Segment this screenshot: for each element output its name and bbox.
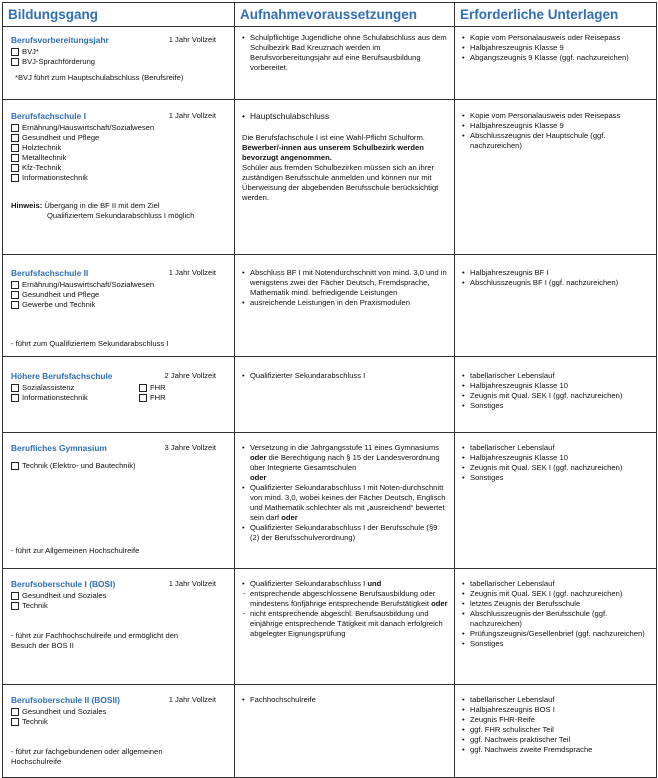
requirements-cell <box>235 100 455 255</box>
program-outcome: - führt zur Fachhochschulreife und ermöglicht den Besuch der BOS II <box>11 631 179 650</box>
program-duration: 1 Jahr Vollzeit <box>168 35 216 44</box>
requirement-item: - entsprechende abgeschlossene Berufsausbildung oder mindestens fünfjährige entsprechende Berufstätigkeit oder <box>242 589 448 609</box>
document-item: • Zeugnis mit Qual. SEK I (ggf. nachzureichen) <box>462 463 650 473</box>
option-item[interactable]: Informationstechnik <box>11 173 228 183</box>
checkbox-icon <box>11 301 19 309</box>
requirement-item: • ausreichende Leistungen in den Praxismodulen <box>242 298 448 308</box>
document-item: • Zeugnis FHR-Reife <box>462 715 650 725</box>
requirement-item: • Schulpflichtige Jugendliche ohne Schulabschluss aus dem Schulbezirk Bad Kreuznach werden im Berufsvorbereitungsjahr auf eine Berufsausbildung vorbereitet. <box>242 33 448 73</box>
program-title: Berufsfachschule I <box>11 111 86 121</box>
option-item[interactable]: Gesundheit und Soziales <box>11 591 228 601</box>
program-duration: 1 Jahr Vollzeit <box>168 111 216 120</box>
bildungsgang-cell <box>3 255 235 357</box>
document-item: • tabellarischer Lebenslauf <box>462 443 650 453</box>
document-item: • Halbjahreszeugnis BF I <box>462 268 650 278</box>
documents-cell <box>455 357 657 433</box>
document-item: • Sonstiges <box>462 401 650 411</box>
program-outcome: - führt zum Qualifiziertem Sekundarabschluss I <box>11 339 169 348</box>
table-header-row <box>3 3 657 27</box>
document-item: • tabellarischer Lebenslauf <box>462 579 650 589</box>
table-row <box>3 357 657 433</box>
requirement-item: • Qualifizierter Sekundarabschluss I <box>242 371 448 381</box>
program-outcome: - führt zur Allgemeinen Hochschulreife <box>11 546 140 555</box>
document-item: • ggf. Nachweis praktischer Teil <box>462 735 650 745</box>
document-item: • Halbjahreszeugnis Klasse 10 <box>462 381 650 391</box>
document-item: • Kopie vom Personalausweis oder Reisepass <box>462 111 650 121</box>
header-bildungsgang: Bildungsgang <box>3 3 235 27</box>
checkbox-icon <box>11 394 19 402</box>
checkbox-icon <box>11 134 19 142</box>
table-row <box>3 685 657 778</box>
requirement-item: - nicht entsprechende abgeschl. Berufsausbildung und einjährige entsprechende Tätigkeit mit danach erfolgreich abgelegter Eignungsprüfung <box>242 609 448 639</box>
program-title: Berufliches Gymnasium <box>11 443 107 453</box>
bildungsgang-cell <box>3 433 235 569</box>
option-fhr[interactable]: FHR <box>139 393 166 403</box>
header-aufnahmevoraussetzungen: Aufnahmevoraussetzungen <box>235 3 455 27</box>
header-unterlagen: Erforderliche Unterlagen <box>455 3 657 27</box>
program-outcome: - führt zur fachgebundenen oder allgemeinen Hochschulreife <box>11 747 163 766</box>
checkbox-icon <box>11 718 19 726</box>
requirements-cell <box>235 685 455 778</box>
program-title: Berufsoberschule I (BOSI) <box>11 579 116 589</box>
program-duration: 3 Jahre Vollzeit <box>164 443 216 452</box>
program-title: Berufsfachschule II <box>11 268 89 278</box>
document-item: • Halbjahreszeugnis Klasse 10 <box>462 453 650 463</box>
option-item[interactable]: BVJ-Sprachförderung <box>11 57 228 67</box>
option-item[interactable]: Gesundheit und Pflege <box>11 290 228 300</box>
bildungsgang-cell <box>3 100 235 255</box>
document-item: • ggf. Nachweis zweite Fremdsprache <box>462 745 650 755</box>
program-hint: Hinweis: Übergang in die BF II mit dem Ziel Qualifiziertem Sekundarabschluss I möglich <box>11 201 195 220</box>
document-item: • Abgangszeugnis 9 Klasse (ggf. nachzureichen) <box>462 53 650 63</box>
checkbox-icon <box>11 124 19 132</box>
document-item: • Kopie vom Personalausweis oder Reisepass <box>462 33 650 43</box>
checkbox-icon <box>11 462 19 470</box>
requirement-item: • Fachhochschulreife <box>242 695 448 705</box>
bildungsgang-cell <box>3 27 235 100</box>
document-item: • tabellarischer Lebenslauf <box>462 371 650 381</box>
checkbox-icon <box>11 708 19 716</box>
option-item[interactable]: Informationstechnik <box>11 393 139 403</box>
option-item[interactable]: Gesundheit und Pflege <box>11 133 228 143</box>
option-item[interactable]: Kfz-Technik <box>11 163 228 173</box>
option-item[interactable]: Technik (Elektro- und Bautechnik) <box>11 461 228 471</box>
program-title: Berufsvorbereitungsjahr <box>11 35 109 45</box>
option-item[interactable]: Gewerbe und Technik <box>11 300 228 310</box>
requirement-item: • Qualifizierter Sekundarabschluss I mit Noten-durchschnitt von mind. 3,0, wobei keines der Fächer Deutsch, Englisch und Mathematik schlechter als mit „ausreichend“ bewertet sein darf oder <box>242 483 448 523</box>
documents-cell <box>455 27 657 100</box>
option-item[interactable]: Ernährung/Hauswirtschaft/Sozialwesen <box>11 123 228 133</box>
document-item: • Halbjahreszeugnis BOS I <box>462 705 650 715</box>
requirements-cell <box>235 255 455 357</box>
option-item[interactable]: Holztechnik <box>11 143 228 153</box>
option-fhr[interactable]: FHR <box>139 383 166 393</box>
checkbox-icon <box>11 281 19 289</box>
option-item[interactable]: Technik <box>11 601 228 611</box>
document-item: • Sonstiges <box>462 473 650 483</box>
option-item[interactable]: Sozialassistenz <box>11 383 139 393</box>
document-item: • Abschlusszeugnis der Hauptschule (ggf. nachzureichen) <box>462 131 650 151</box>
requirements-cell <box>235 357 455 433</box>
program-duration: 1 Jahr Vollzeit <box>168 579 216 588</box>
requirements-cell <box>235 569 455 685</box>
program-duration: 1 Jahr Vollzeit <box>168 695 216 704</box>
program-duration: 2 Jahre Vollzeit <box>164 371 216 380</box>
bildungsgang-cell <box>3 685 235 778</box>
requirement-item: • Qualifizierter Sekundarabschluss I der Berufsschule (§9 (2) der Berufsschulverordnung) <box>242 523 448 543</box>
document-item: • Prüfungszeugnis/Gesellenbrief (ggf. nachzureichen) <box>462 629 650 639</box>
requirement-item: • Hauptschulabschluss <box>242 111 448 121</box>
option-item[interactable]: Metalltechnik <box>11 153 228 163</box>
requirements-cell <box>235 433 455 569</box>
documents-cell <box>455 685 657 778</box>
option-item[interactable]: Ernährung/Hauswirtschaft/Sozialwesen <box>11 280 228 290</box>
document-item: • Zeugnis mit Qual. SEK I (ggf. nachzureichen) <box>462 589 650 599</box>
bildungsgang-cell <box>3 569 235 685</box>
requirement-item: • Qualifizierter Sekundarabschluss I und <box>242 579 448 589</box>
checkbox-icon <box>139 394 147 402</box>
checkbox-icon <box>11 592 19 600</box>
table-row <box>3 433 657 569</box>
checkbox-icon <box>11 602 19 610</box>
option-item[interactable]: BVJ* <box>11 47 228 57</box>
table-row <box>3 27 657 100</box>
document-item: • ggf. FHR schulischer Teil <box>462 725 650 735</box>
option-item[interactable]: Technik <box>11 717 228 727</box>
requirement-text: Schüler aus fremden Schulbezirken müssen sich an ihrer zuständigen Berufsschule anmelden und können nur mit Überweisung der abgebenden Berufsschule berücksichtigt werden. <box>242 163 439 202</box>
requirements-cell <box>235 27 455 100</box>
table-row <box>3 100 657 255</box>
document-item: • Abschlusszeugnis der Berufsschule (ggf. nachzureichen) <box>462 609 650 629</box>
checkbox-icon <box>11 291 19 299</box>
education-table <box>2 2 657 778</box>
requirement-text: Die Berufsfachschule I ist eine Wahl-Pflicht Schulform. Bewerber/-innen aus unserem Schulbezirk werden bevorzugt angenommen. <box>242 133 425 162</box>
checkbox-icon <box>11 174 19 182</box>
program-note: *BVJ führt zum Hauptschulabschluss (Berufsreife) <box>15 73 184 82</box>
requirement-item: • Abschluss BF I mit Notendurchschnitt von mind. 3,0 und in wenigstens zwei der Fächer Deutsch, Fremdsprache, Mathematik mind. befriedigende Leistungen <box>242 268 448 298</box>
checkbox-icon <box>139 384 147 392</box>
document-item: • tabellarischer Lebenslauf <box>462 695 650 705</box>
program-title: Höhere Berufsfachschule <box>11 371 113 381</box>
checkbox-icon <box>11 164 19 172</box>
documents-cell <box>455 569 657 685</box>
document-item: • Halbjahreszeugnis Klasse 9 <box>462 121 650 131</box>
checkbox-icon <box>11 48 19 56</box>
bildungsgang-cell <box>3 357 235 433</box>
documents-cell <box>455 255 657 357</box>
program-title: Berufsoberschule II (BOSII) <box>11 695 120 705</box>
document-item: • Zeugnis mit Qual. SEK I (ggf. nachzureichen) <box>462 391 650 401</box>
documents-cell <box>455 100 657 255</box>
checkbox-icon <box>11 154 19 162</box>
table-row <box>3 569 657 685</box>
program-duration: 1 Jahr Vollzeit <box>168 268 216 277</box>
documents-cell <box>455 433 657 569</box>
checkbox-icon <box>11 144 19 152</box>
checkbox-icon <box>11 58 19 66</box>
checkbox-icon <box>11 384 19 392</box>
document-item: • letztes Zeugnis der Berufsschule <box>462 599 650 609</box>
requirement-item: • Versetzung in die Jahrgangsstufe 11 eines Gymnasiums oder die Berechtigung nach § 15 der Landesverordnung über Integrierte Gesamtschulen oder <box>242 443 448 483</box>
option-item[interactable]: Gesundheit und Soziales <box>11 707 228 717</box>
table-row <box>3 255 657 357</box>
document-item: • Halbjahreszeugnis Klasse 9 <box>462 43 650 53</box>
document-item: • Abschlusszeugnis BF I (ggf. nachzureichen) <box>462 278 650 288</box>
document-item: • Sonstiges <box>462 639 650 649</box>
